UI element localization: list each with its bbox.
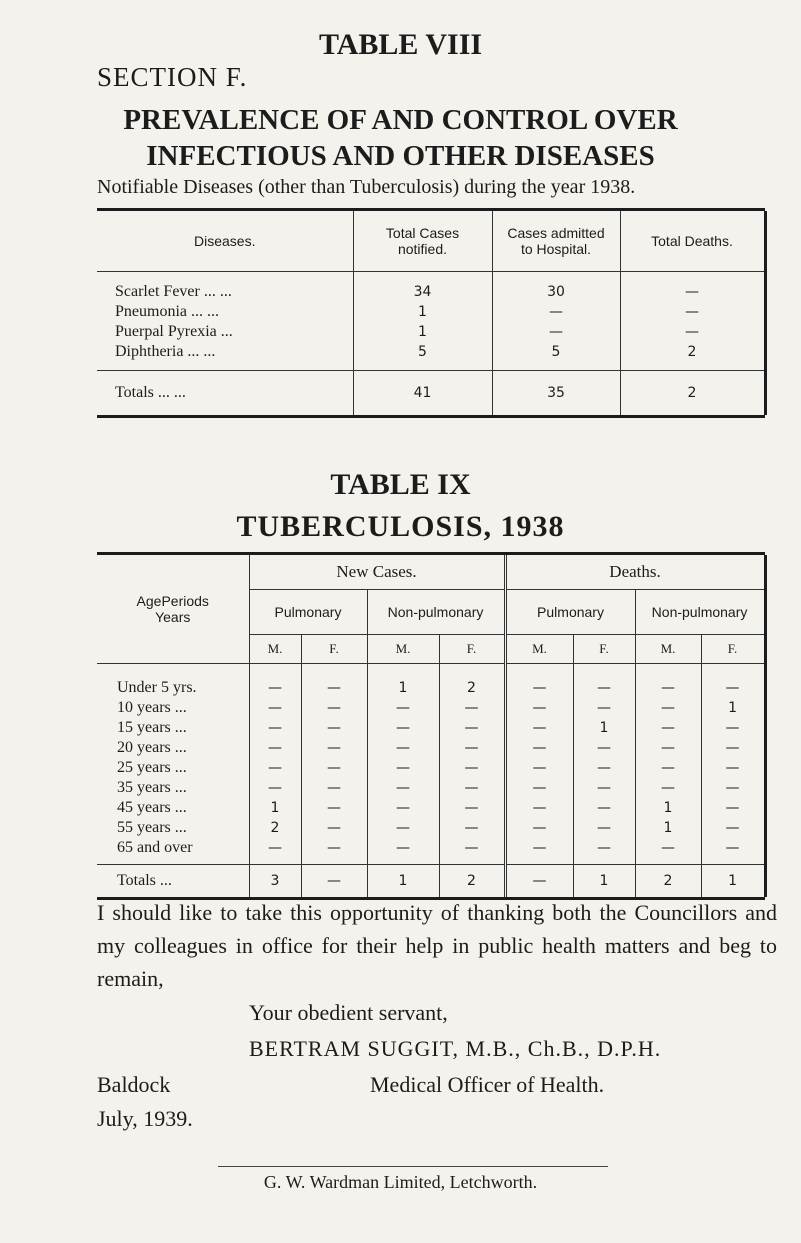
age-label: 15 years ... — [117, 719, 187, 736]
table-row — [97, 818, 765, 838]
cell: 2 — [635, 865, 701, 898]
cell: — — [367, 838, 439, 865]
header-age-periods — [97, 555, 249, 664]
totals-deaths: 2 — [620, 371, 765, 416]
cell: — — [439, 818, 505, 838]
notified-value: 1 — [353, 302, 492, 322]
cell: — — [505, 738, 573, 758]
header-notified-line1: Total Cases — [385, 225, 460, 241]
cell: — — [505, 718, 573, 738]
cell: — — [701, 738, 765, 758]
admitted-value: — — [492, 322, 620, 342]
cell: — — [635, 758, 701, 778]
cell: — — [635, 838, 701, 865]
cell: — — [573, 758, 635, 778]
totals-row — [97, 371, 765, 416]
cell: — — [439, 798, 505, 818]
cell: — — [701, 778, 765, 798]
cell: — — [635, 778, 701, 798]
header-notified-line2: notified. — [397, 241, 448, 257]
cell: — — [505, 698, 573, 718]
cell: — — [367, 818, 439, 838]
signature-name: BERTRAM SUGGIT, M.B., Ch.B., D.P.H. — [249, 1036, 662, 1061]
cell: — — [301, 865, 367, 898]
cell: — — [635, 738, 701, 758]
table-row — [97, 838, 765, 865]
cell: — — [505, 818, 573, 838]
age-label: 35 years ... — [117, 779, 187, 796]
table-row — [97, 698, 765, 718]
cell: 1 — [635, 818, 701, 838]
admitted-value: — — [492, 302, 620, 322]
header-new-pulmonary: Pulmonary — [249, 590, 367, 635]
cell: — — [301, 778, 367, 798]
admitted-value: 5 — [492, 342, 620, 371]
cell: — — [701, 798, 765, 818]
cell: — — [367, 758, 439, 778]
cell: — — [249, 738, 301, 758]
deaths-value: — — [620, 302, 765, 322]
cell: — — [301, 818, 367, 838]
table-row — [97, 342, 765, 371]
cell: — — [573, 838, 635, 865]
header-diseases: Diseases. — [97, 211, 353, 272]
closing-paragraph: I should like to take this opportunity of thanking both the Councillors and my colleagues in office for their help in public health matters and beg to remain, — [97, 900, 777, 991]
cell: — — [249, 718, 301, 738]
header-total-deaths: Total Deaths. — [620, 211, 765, 272]
age-label: Under 5 yrs. — [117, 679, 197, 696]
totals-label: Totals ... ... — [97, 371, 353, 416]
cell: — — [301, 738, 367, 758]
totals-admitted: 35 — [492, 371, 620, 416]
cell: — — [701, 664, 765, 699]
header-m: M. — [505, 635, 573, 664]
valediction: Your obedient servant, — [249, 1000, 448, 1025]
table-row — [97, 322, 765, 342]
header-deaths: Deaths. — [505, 555, 765, 590]
cell: — — [573, 738, 635, 758]
cell: — — [701, 818, 765, 838]
header-new-non-pulmonary: Non-pulmonary — [367, 590, 505, 635]
deaths-value: 2 — [620, 342, 765, 371]
header-deaths-pulmonary: Pulmonary — [505, 590, 635, 635]
header-f: F. — [701, 635, 765, 664]
cell: — — [439, 838, 505, 865]
letter-date: July, 1939. — [97, 1106, 193, 1131]
cell: — — [301, 798, 367, 818]
age-label: 10 years ... — [117, 699, 187, 716]
table-row — [97, 302, 765, 322]
cell: — — [249, 778, 301, 798]
age-label: 65 and over — [117, 839, 193, 856]
deaths-value: — — [620, 272, 765, 303]
cell: — — [439, 718, 505, 738]
header-m: M. — [367, 635, 439, 664]
table9-title: TUBERCULOSIS, 1938 — [236, 510, 565, 543]
table9 — [97, 552, 765, 900]
header-admitted-line2: to Hospital. — [520, 241, 592, 257]
cell: — — [573, 818, 635, 838]
cell: — — [439, 778, 505, 798]
notified-value: 1 — [353, 322, 492, 342]
table8-header-row — [97, 211, 765, 272]
cell: — — [439, 758, 505, 778]
header-new-cases: New Cases. — [249, 555, 505, 590]
cell: — — [301, 758, 367, 778]
cell: — — [573, 778, 635, 798]
cell: — — [573, 798, 635, 818]
table8-heading: TABLE VIII — [318, 28, 483, 61]
table-row — [97, 778, 765, 798]
cell: — — [505, 664, 573, 699]
cell: — — [701, 838, 765, 865]
table-row — [97, 718, 765, 738]
cell: 1 — [573, 865, 635, 898]
cell: 2 — [439, 865, 505, 898]
title-line-2: INFECTIOUS AND OTHER DISEASES — [146, 140, 655, 172]
cell: — — [249, 664, 301, 699]
header-total-notified — [353, 211, 492, 272]
page-title — [0, 102, 801, 174]
age-label: 25 years ... — [117, 759, 187, 776]
header-age-line1: AgePeriods — [136, 593, 209, 609]
cell: — — [249, 758, 301, 778]
cell: — — [635, 698, 701, 718]
disease-name: Pneumonia ... ... — [115, 303, 219, 320]
signatory-role: Medical Officer of Health. — [370, 1072, 605, 1097]
cell: 1 — [635, 798, 701, 818]
cell: — — [701, 758, 765, 778]
header-admitted-line1: Cases admitted — [507, 225, 605, 241]
header-f: F. — [301, 635, 367, 664]
disease-name: Puerpal Pyrexia ... — [115, 323, 233, 340]
table-row — [97, 758, 765, 778]
cell: — — [367, 778, 439, 798]
table9-heading: TABLE IX — [330, 468, 471, 501]
cell: 1 — [573, 718, 635, 738]
cell: — — [573, 698, 635, 718]
cell: — — [505, 865, 573, 898]
header-f: F. — [439, 635, 505, 664]
cell: — — [301, 838, 367, 865]
cell: 3 — [249, 865, 301, 898]
cell: 2 — [439, 664, 505, 699]
cell: 1 — [367, 664, 439, 699]
disease-name: Scarlet Fever ... ... — [115, 283, 232, 300]
cell: — — [439, 698, 505, 718]
totals-label: Totals ... — [97, 865, 249, 898]
notified-value: 34 — [353, 272, 492, 303]
cell: — — [701, 718, 765, 738]
cell: 1 — [367, 865, 439, 898]
header-deaths-non-pulmonary: Non-pulmonary — [635, 590, 765, 635]
cell: — — [573, 664, 635, 699]
cell: 2 — [249, 818, 301, 838]
place-name: Baldock — [97, 1072, 171, 1097]
notified-value: 5 — [353, 342, 492, 371]
cell: — — [249, 838, 301, 865]
header-f: F. — [573, 635, 635, 664]
age-label: 20 years ... — [117, 739, 187, 756]
cell: 1 — [701, 698, 765, 718]
table8 — [97, 208, 765, 418]
cell: — — [439, 738, 505, 758]
printer-credit: G. W. Wardman Limited, Letchworth. — [263, 1172, 538, 1192]
cell: 1 — [249, 798, 301, 818]
table9-header-row-1 — [97, 555, 765, 590]
deaths-value: — — [620, 322, 765, 342]
cell: — — [635, 718, 701, 738]
cell: — — [367, 798, 439, 818]
cell: — — [505, 838, 573, 865]
age-label: 45 years ... — [117, 799, 187, 816]
cell: — — [367, 718, 439, 738]
section-label: SECTION F. — [97, 62, 248, 92]
cell: — — [367, 698, 439, 718]
table-row — [97, 738, 765, 758]
header-m: M. — [635, 635, 701, 664]
cell: — — [249, 698, 301, 718]
header-age-line2: Years — [155, 609, 191, 625]
cell: — — [505, 758, 573, 778]
table-row — [97, 272, 765, 303]
totals-row — [97, 865, 765, 898]
footer-divider — [218, 1166, 608, 1167]
cell: — — [301, 698, 367, 718]
table-row — [97, 798, 765, 818]
totals-notified: 41 — [353, 371, 492, 416]
title-line-1: PREVALENCE OF AND CONTROL OVER — [123, 104, 678, 136]
table8-subtitle: Notifiable Diseases (other than Tuberculosis) during the year 1938. — [97, 176, 636, 198]
cell: — — [635, 664, 701, 699]
header-admitted — [492, 211, 620, 272]
cell: — — [505, 798, 573, 818]
table-row — [97, 664, 765, 699]
admitted-value: 30 — [492, 272, 620, 303]
header-m: M. — [249, 635, 301, 664]
cell: 1 — [701, 865, 765, 898]
disease-name: Diphtheria ... ... — [115, 343, 216, 360]
cell: — — [301, 718, 367, 738]
cell: — — [301, 664, 367, 699]
cell: — — [505, 778, 573, 798]
cell: — — [367, 738, 439, 758]
age-label: 55 years ... — [117, 819, 187, 836]
